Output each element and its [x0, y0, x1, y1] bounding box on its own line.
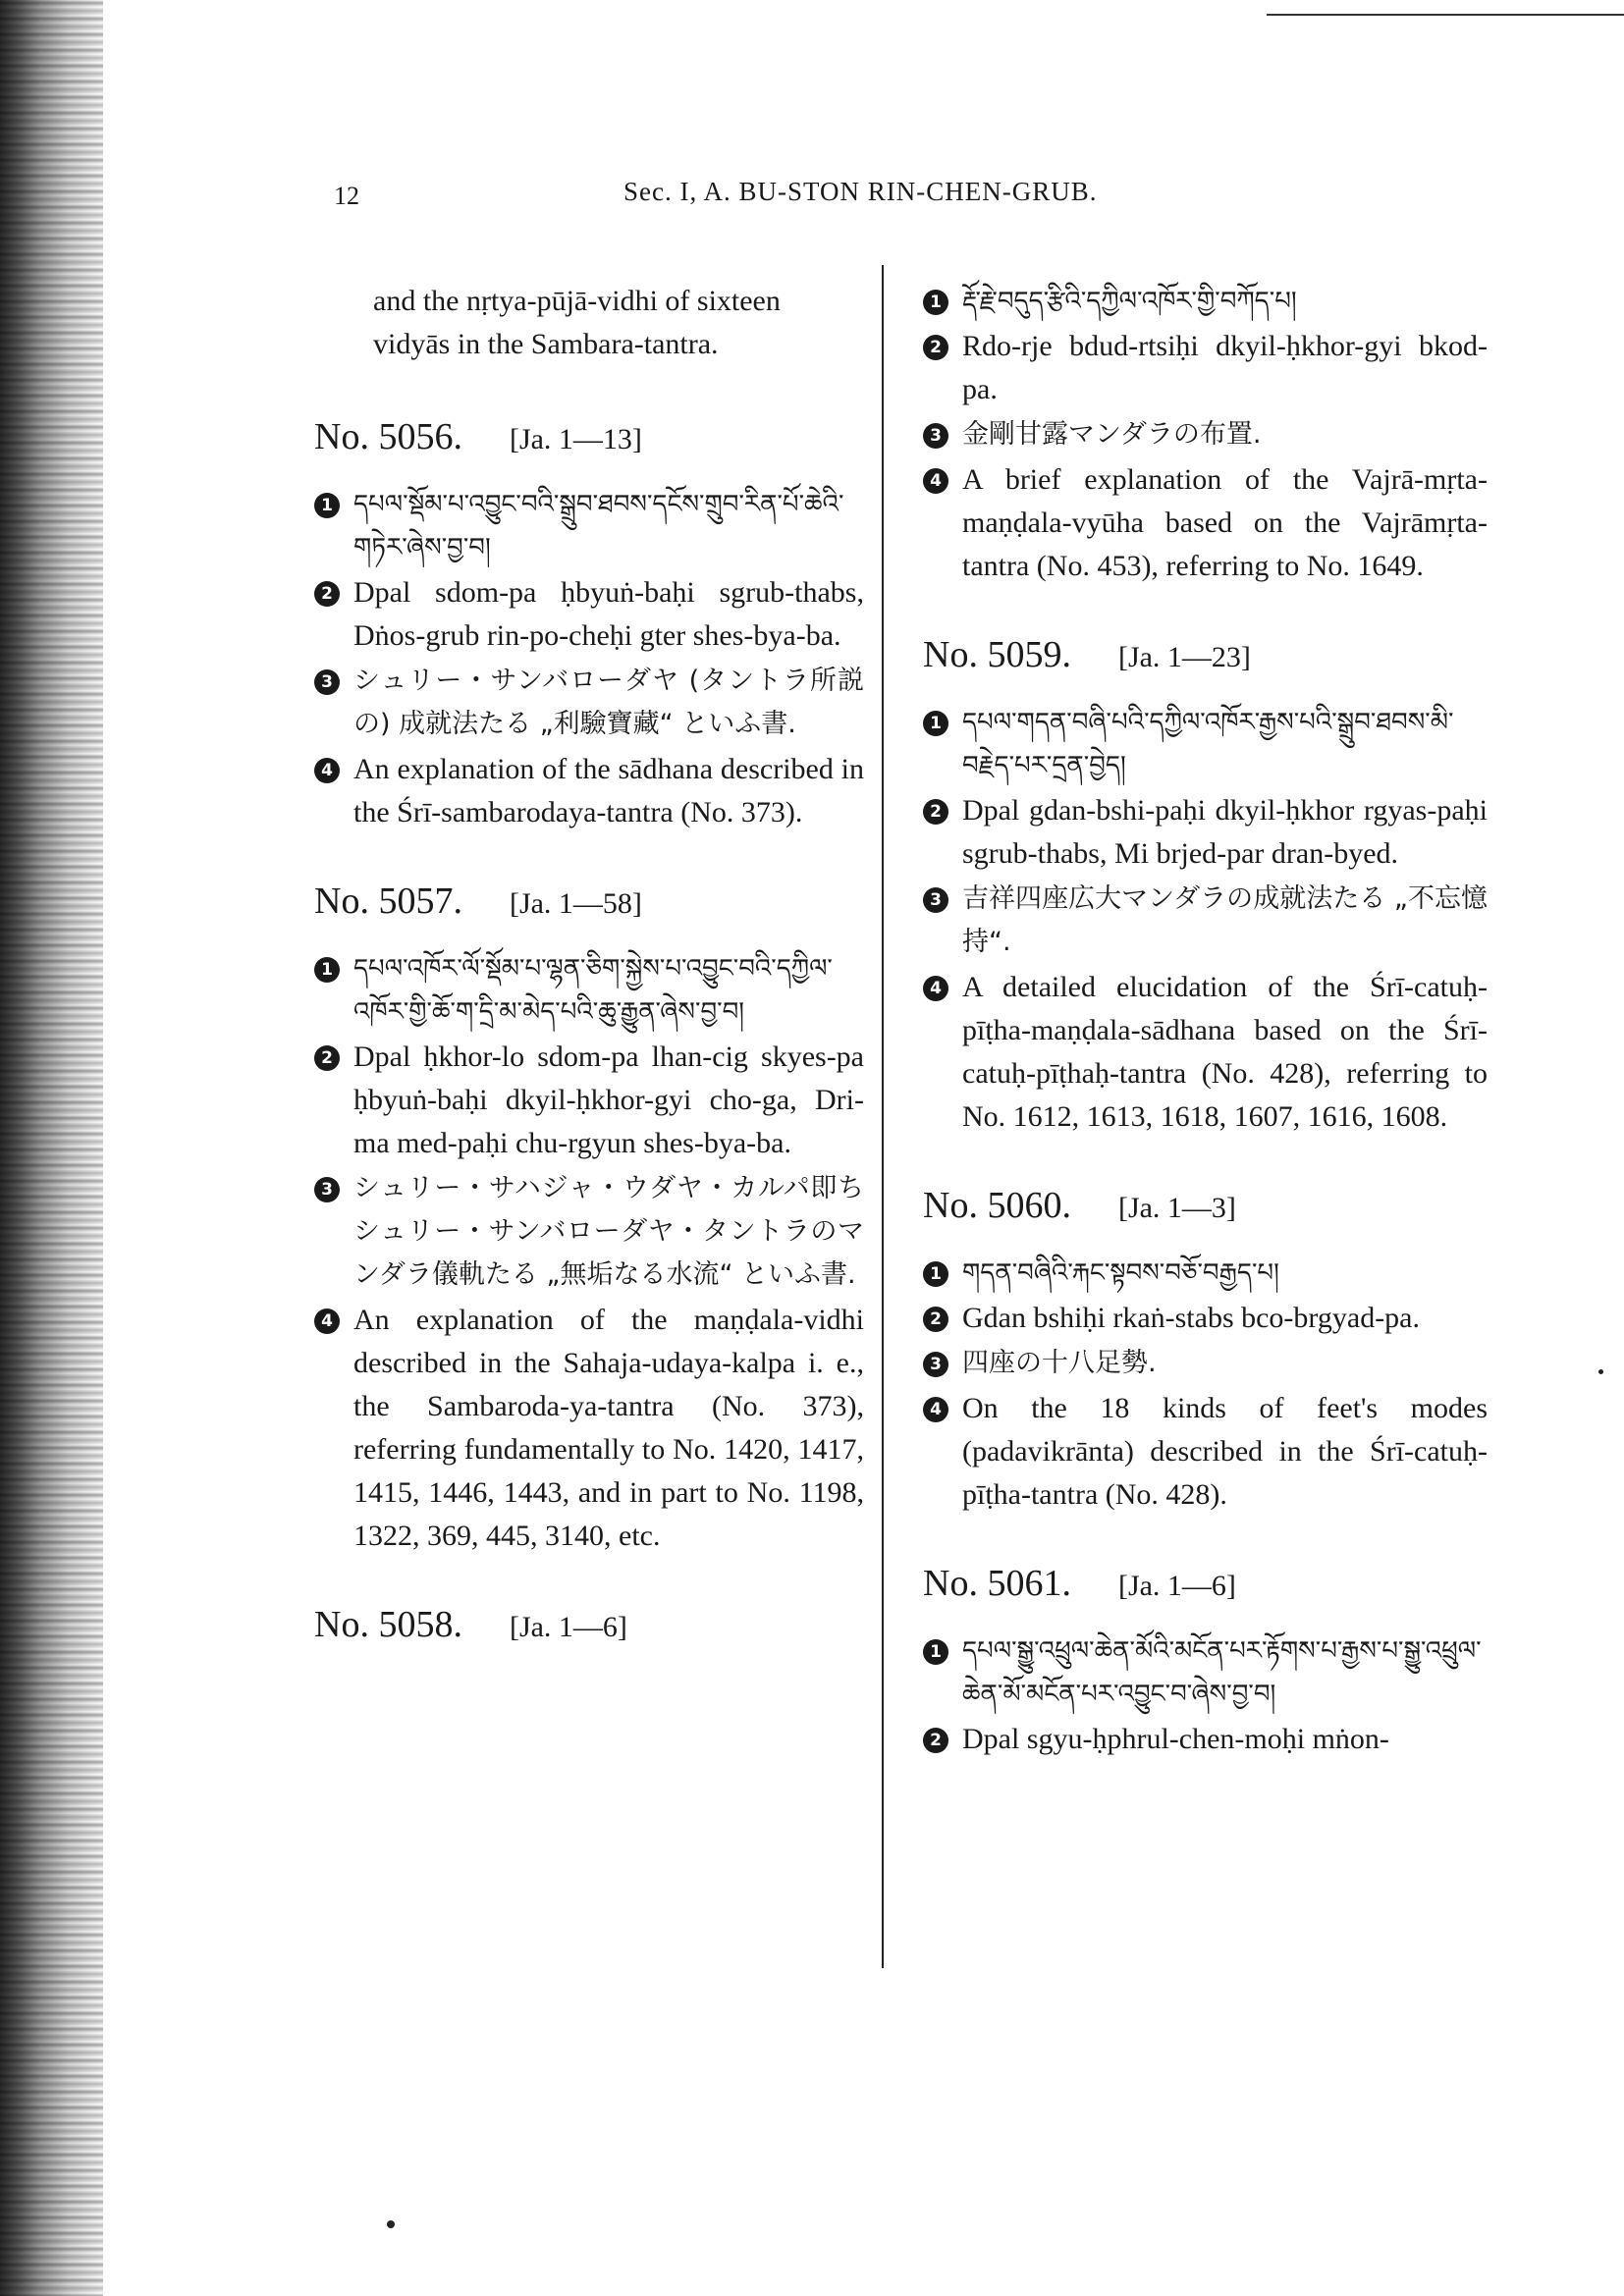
scan-speck — [1598, 1369, 1603, 1374]
item-marker: 3 — [923, 1352, 948, 1377]
item-text: Dpal sdom-pa ḥbyuṅ-baḥi sgrub-thabs, Dṅos-grub rin-po-cheḥi gter shes-bya-ba. — [353, 576, 864, 652]
catalog-entry-continued — [923, 280, 1488, 588]
catalog-entry — [314, 1603, 864, 1649]
item-text: On the 18 kinds of feet's modes (padavikrānta) described in the Śrī-catuḥ-pīṭha-tantra (No. 428). — [962, 1392, 1488, 1511]
entry-number: No. 5057. — [314, 881, 462, 922]
item-text: Dpal gdan-bshi-paḥi dkyil-ḥkhor rgyas-paḥi sgrub-thabs, Mi brjed-par dran-byed. — [962, 794, 1488, 870]
entry-heading — [923, 633, 1488, 679]
item-marker: 1 — [923, 290, 948, 315]
english-description — [923, 966, 1488, 1139]
right-column — [923, 280, 1488, 1763]
transliteration — [314, 571, 864, 658]
japanese-translation — [314, 660, 864, 746]
transliteration — [923, 789, 1488, 876]
left-column — [314, 280, 864, 1671]
item-marker: 1 — [314, 957, 340, 983]
tibetan-title — [923, 701, 1488, 787]
item-text: A detailed elucidation of the Śrī-catuḥ-pīṭha-maṇḍala-sādhana based on the Śrī-catuḥ-pīṭhaḥ-tantra (No. 428), referring to No. 1612, 1613, 1618, 1607, 1616, 1608. — [962, 971, 1488, 1133]
item-text: 四座の十八足勢. — [962, 1348, 1157, 1378]
item-marker: 1 — [923, 1261, 948, 1287]
entry-heading — [314, 880, 864, 926]
entry-number: No. 5060. — [923, 1185, 1071, 1226]
item-text: シュリー・サンバローダヤ (タントラ所説の) 成就法たる „利驗寶藏“ といふ書. — [353, 666, 864, 739]
item-marker: 4 — [923, 1397, 948, 1422]
catalog-entry — [314, 880, 864, 1558]
scan-speck — [387, 2220, 395, 2228]
entry-heading — [923, 1562, 1488, 1608]
item-text: Dpal ḥkhor-lo sdom-pa lhan-cig skyes-pa ḥbyuṅ-baḥi dkyil-ḥkhor-gyi cho-ga, Dri-ma med-paḥi chu-rgyun shes-bya-ba. — [353, 1041, 864, 1159]
item-text: Gdan bshiḥi rkaṅ-stabs bco-brgyad-pa. — [962, 1302, 1420, 1334]
entry-heading — [314, 1603, 864, 1649]
item-text: シュリー・サハジャ・ウダヤ・カルパ即ちシュリー・サンバローダヤ・タントラのマンダラ儀軌たる „無垢なる水流“ といふ書. — [353, 1173, 864, 1290]
entry-reference: [Ja. 1—13] — [509, 423, 642, 455]
entry-reference: [Ja. 1—3] — [1117, 1192, 1236, 1224]
japanese-translation — [314, 1167, 864, 1297]
item-marker: 2 — [314, 581, 340, 607]
item-marker: 2 — [923, 799, 948, 825]
item-text: An explanation of the sādhana described in the Śrī-sambarodaya-tantra (No. 373). — [353, 753, 864, 828]
catalog-entry — [923, 633, 1488, 1139]
item-marker: 4 — [314, 758, 340, 783]
column-divider — [882, 265, 884, 1968]
entry-number: No. 5058. — [314, 1604, 462, 1645]
entry-number: No. 5056. — [314, 416, 462, 457]
item-marker: 2 — [923, 1307, 948, 1332]
item-marker: 2 — [923, 335, 948, 360]
item-text: 金剛甘露マンダラの布置. — [962, 419, 1262, 450]
catalog-entry — [314, 415, 864, 834]
top-rule — [1267, 14, 1624, 16]
item-marker: 4 — [923, 468, 948, 494]
japanese-translation — [923, 878, 1488, 964]
item-text: དཔལ་གདན་བཞི་པའི་དཀྱིལ་འཁོར་རྒྱས་པའི་སྒྲུབ་ཐབས་མི་བརྗེད་པར་དྲན་བྱེད། — [962, 708, 1454, 780]
item-text: An explanation of the maṇḍala-vidhi described in the Sahaja-udaya-kalpa i. e., the Sambaroda-ya-tantra (No. 373), referring fundamentally to No. 1420, 1417, 1415, 1446, 1443, and in part to No. 1198, 1322, 369, 445, 3140, etc. — [353, 1304, 864, 1552]
scan-binding-edge — [0, 0, 103, 2296]
japanese-translation — [923, 413, 1488, 456]
tibetan-title — [314, 947, 864, 1034]
item-text: Dpal sgyu-ḥphrul-chen-moḥi mṅon- — [962, 1723, 1389, 1755]
english-description — [314, 748, 864, 834]
item-text: དཔལ་འཁོར་ལོ་སྡོམ་པ་ལྷན་ཅིག་སྐྱེས་པ་འབྱུང་བའི་དཀྱིལ་འཁོར་གྱི་ཆོ་ག་དྲི་མ་མེད་པའི་ཆུ་རྒྱུན་ཞེས་བྱ་བ། — [353, 954, 833, 1027]
tibetan-title — [314, 483, 864, 569]
item-text: དཔལ་སྒྱུ་འཕྲུལ་ཆེན་མོའི་མངོན་པར་རྟོགས་པ་རྒྱས་པ་སྒྱུ་འཕྲུལ་ཆེན་མོ་མངོན་པར་འབྱུང་བ་ཞེས་བྱ་བ། — [962, 1636, 1482, 1709]
entry-reference: [Ja. 1—6] — [1117, 1570, 1236, 1602]
item-marker: 3 — [314, 1177, 340, 1202]
entry-reference: [Ja. 1—6] — [509, 1611, 627, 1643]
item-marker: 1 — [314, 493, 340, 518]
entry-number: No. 5061. — [923, 1563, 1071, 1604]
transliteration — [923, 325, 1488, 411]
english-description — [314, 1299, 864, 1558]
item-marker: 4 — [314, 1308, 340, 1334]
item-marker: 3 — [923, 887, 948, 913]
item-marker: 4 — [923, 976, 948, 1001]
japanese-translation — [923, 1342, 1488, 1385]
transliteration — [314, 1036, 864, 1165]
entry-heading — [923, 1184, 1488, 1230]
english-description — [923, 458, 1488, 588]
catalog-entry — [923, 1184, 1488, 1517]
continued-text: and the nṛtya-pūjā-vidhi of sixteen vidyās in the Sambara-tantra. — [373, 285, 781, 360]
catalog-entry — [923, 1562, 1488, 1761]
item-marker: 2 — [314, 1045, 340, 1071]
english-description — [923, 1387, 1488, 1517]
tibetan-title — [923, 1629, 1488, 1716]
item-marker: 3 — [314, 669, 340, 695]
entry-reference: [Ja. 1—58] — [509, 887, 642, 920]
item-text: A brief explanation of the Vajrā-mṛta-maṇḍala-vyūha based on the Vajrāmṛta-tantra (No. 453), referring to No. 1649. — [962, 463, 1488, 582]
running-head: Sec. I, A. BU-STON RIN-CHEN-GRUB. — [623, 177, 1098, 206]
item-marker: 3 — [923, 423, 948, 449]
item-text: རྡོ་རྗེ་བདུད་རྩིའི་དཀྱིལ་འཁོར་གྱི་བཀོད་པ། — [962, 287, 1297, 316]
item-text: Rdo-rje bdud-rtsiḥi dkyil-ḥkhor-gyi bkod-pa. — [962, 330, 1488, 405]
entry-number: No. 5059. — [923, 634, 1071, 675]
tibetan-title — [923, 280, 1488, 323]
item-text: དཔལ་སྡོམ་པ་འབྱུང་བའི་སྒྲུབ་ཐབས་དངོས་གྲུབ་རིན་པོ་ཆེའི་གཏེར་ཞེས་བྱ་བ། — [353, 490, 844, 562]
item-marker: 1 — [923, 711, 948, 736]
tibetan-title — [923, 1252, 1488, 1295]
transliteration — [923, 1718, 1488, 1761]
item-marker: 1 — [923, 1639, 948, 1665]
item-marker: 2 — [923, 1728, 948, 1753]
transliteration — [923, 1297, 1488, 1340]
item-text: 吉祥四座広大マンダラの成就法たる „不忘憶持“. — [962, 883, 1488, 957]
item-text: གདན་བཞིའི་རྐང་སྟབས་བཅོ་བརྒྱད་པ། — [962, 1258, 1279, 1288]
page-number: 12 — [334, 182, 359, 210]
entry-reference: [Ja. 1—23] — [1117, 641, 1251, 673]
entry-heading — [314, 415, 864, 461]
